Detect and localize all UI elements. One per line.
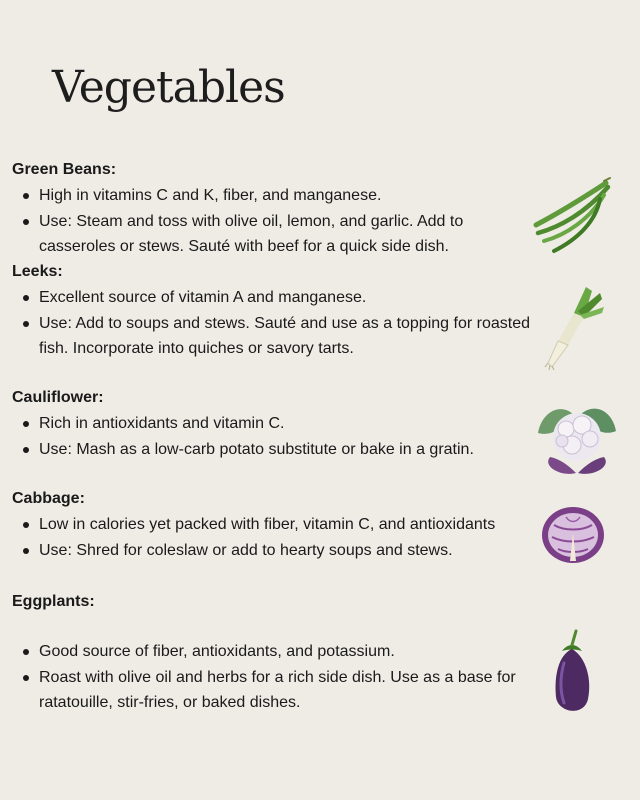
cauliflower-icon [532,397,622,479]
bullet-list [12,411,532,462]
leek-icon [538,283,608,371]
section-heading: Cabbage: [12,490,85,507]
eggplant-icon [550,627,594,719]
page-title: Vegetables [52,62,285,113]
section-heading: Eggplants: [12,593,95,610]
list-item: High in vitamins C and K, fiber, and manganese. [39,183,532,209]
section-leeks [12,259,532,362]
list-item: Good source of fiber, antioxidants, and potassium. [39,639,532,665]
list-item: Use: Add to soups and stews. Sauté and use as a topping for roasted fish. Incorporate into quiches or savory tarts. [39,311,532,362]
list-item: Roast with olive oil and herbs for a rich side dish. Use as a base for ratatouille, stir-fries, or baked dishes. [39,665,532,716]
list-item: Use: Steam and toss with olive oil, lemon, and garlic. Add to casseroles or stews. Sauté with beef for a quick side dish. [39,209,532,260]
section-heading: Leeks: [12,263,63,280]
list-item: Rich in antioxidants and vitamin C. [39,411,532,437]
bullet-list [12,512,532,563]
bullet-list [12,285,532,362]
bullet-list [12,639,532,716]
cabbage-icon [540,505,606,565]
section-cauliflower [12,385,532,462]
section-green-beans [12,157,532,260]
list-item: Use: Shred for coleslaw or add to hearty soups and stews. [39,538,532,564]
green-beans-icon [530,175,615,260]
section-cabbage [12,486,532,563]
bullet-list [12,183,532,260]
section-eggplants [12,589,532,716]
section-heading: Green Beans: [12,161,117,178]
list-item: Use: Mash as a low-carb potato substitute or bake in a gratin. [39,437,532,463]
list-item: Excellent source of vitamin A and manganese. [39,285,532,311]
section-heading: Cauliflower: [12,389,104,406]
list-item: Low in calories yet packed with fiber, vitamin C, and antioxidants [39,512,532,538]
